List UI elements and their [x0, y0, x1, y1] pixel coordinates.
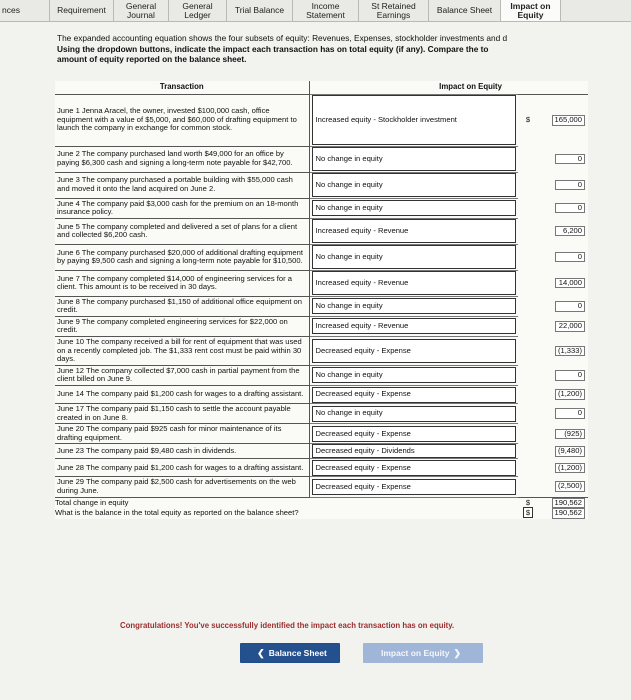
impact-cell [309, 146, 518, 172]
impact-dropdown-value: Decreased equity - Expense [315, 481, 411, 491]
dollar-sign-cell [518, 172, 538, 198]
dollar-sign-cell [518, 459, 538, 477]
impact-dropdown[interactable] [312, 426, 517, 442]
table-row [55, 146, 588, 172]
total-label: Total change in equity [55, 497, 518, 508]
dollar-sign-cell [518, 365, 538, 385]
balance-row [55, 508, 588, 519]
impact-dropdown-value: Decreased equity - Expense [315, 428, 411, 438]
impact-cell [309, 386, 518, 404]
impact-dropdown-value: Decreased equity - Dividends [315, 446, 415, 456]
table-row [55, 386, 588, 404]
amount-input[interactable]: 165,000 [552, 115, 585, 126]
dollar-sign-cell [518, 146, 538, 172]
total-row [55, 497, 588, 508]
dollar-sign-cell [518, 296, 538, 316]
transaction-cell: June 8 The company purchased $1,150 of additional office equipment on credit. [55, 296, 309, 316]
impact-dropdown[interactable] [312, 271, 517, 295]
balance-dollar-sign: $ [523, 507, 533, 518]
amount-cell [538, 244, 588, 270]
transaction-cell: June 6 The company purchased $20,000 of additional drafting equipment by paying $9,500 cash and signing a long-term note payable for $10,500. [55, 244, 309, 270]
total-dollar-sign: $ [518, 497, 538, 508]
tab-partial[interactable] [0, 0, 50, 21]
impact-dropdown[interactable] [312, 318, 517, 334]
impact-cell [309, 244, 518, 270]
impact-cell [309, 337, 518, 366]
balance-amount-input[interactable]: 190,562 [552, 508, 585, 519]
amount-input[interactable]: 14,000 [555, 278, 585, 289]
transaction-cell: June 14 The company paid $1,200 cash for wages to a drafting assistant. [55, 386, 309, 404]
impact-dropdown-value: Increased equity - Stockholder investment [315, 114, 457, 124]
impact-cell [309, 172, 518, 198]
tab-label: St Retained Earnings [371, 0, 416, 20]
instructions [57, 33, 631, 65]
table-row [55, 404, 588, 424]
amount-cell [538, 477, 588, 497]
impact-dropdown-value: No change in equity [315, 179, 383, 189]
transaction-cell: June 5 The company completed and delivered a set of plans for a client and collected $6,200 cash. [55, 218, 309, 244]
impact-dropdown-value: Decreased equity - Expense [315, 462, 411, 472]
impact-dropdown-value: No change in equity [315, 370, 383, 380]
impact-cell [309, 459, 518, 477]
impact-cell [309, 424, 518, 444]
dollar-sign-cell [518, 270, 538, 296]
column-header-impact: Impact on Equity [309, 81, 518, 94]
congratulations-message: Congratulations! You've successfully identified the impact each transaction has on equity. [120, 621, 455, 630]
impact-dropdown[interactable] [312, 298, 517, 314]
amount-input[interactable]: (2,500) [555, 481, 585, 492]
dollar-sign-cell [518, 477, 538, 497]
impact-dropdown[interactable] [312, 95, 517, 145]
impact-dropdown-value: No change in equity [315, 300, 383, 310]
impact-cell [309, 94, 518, 146]
amount-cell [538, 218, 588, 244]
amount-input[interactable]: (1,200) [555, 463, 585, 474]
amount-cell [538, 146, 588, 172]
column-header-blank [538, 81, 588, 94]
amount-input[interactable]: (9,480) [555, 446, 585, 457]
dollar-sign-cell [518, 198, 538, 218]
table-row [55, 337, 588, 366]
tab-label: Impact on Equity [510, 0, 551, 20]
tab-bar [0, 0, 631, 22]
impact-dropdown-value: Increased equity - Revenue [315, 277, 409, 287]
amount-cell [538, 459, 588, 477]
dollar-sign-cell [518, 316, 538, 336]
impact-cell [309, 198, 518, 218]
amount-cell [538, 365, 588, 385]
amount-input[interactable]: 0 [555, 408, 585, 419]
table-row [55, 424, 588, 444]
impact-dropdown[interactable] [312, 367, 517, 383]
tab-general-journal[interactable] [114, 0, 169, 21]
dollar-sign-cell [518, 244, 538, 270]
impact-dropdown[interactable] [312, 460, 517, 476]
balance-dollar-cell [518, 508, 538, 519]
amount-input[interactable]: 0 [555, 252, 585, 263]
tab-st-retained-earnings[interactable] [359, 0, 429, 21]
dollar-sign-cell [518, 424, 538, 444]
impact-dropdown[interactable] [312, 479, 517, 495]
tab-label: Income Statement [306, 0, 345, 20]
dollar-sign-cell [518, 218, 538, 244]
impact-cell [309, 404, 518, 424]
tab-balance-sheet[interactable] [429, 0, 501, 21]
impact-dropdown[interactable] [312, 173, 517, 197]
balance-sheet-button[interactable] [240, 643, 340, 663]
table-row [55, 296, 588, 316]
impact-dropdown-value: No change in equity [315, 202, 383, 212]
amount-cell [538, 296, 588, 316]
amount-input[interactable]: 0 [555, 203, 585, 214]
table-body [55, 94, 588, 497]
impact-dropdown[interactable] [312, 444, 517, 458]
chevron-right-icon: ❯ [453, 647, 462, 658]
transaction-cell: June 4 The company paid $3,000 cash for the premium on an 18-month insurance policy. [55, 198, 309, 218]
table-row [55, 218, 588, 244]
chevron-left-icon: ❮ [257, 647, 265, 658]
tab-general-ledger[interactable] [169, 0, 227, 21]
amount-input[interactable]: 0 [555, 370, 585, 381]
tab-impact-on-equity[interactable] [501, 0, 561, 21]
tab-label: General Journal [125, 0, 157, 20]
table-header-row [55, 81, 588, 94]
transaction-cell: June 20 The company paid $925 cash for minor maintenance of its drafting equipment. [55, 424, 309, 444]
impact-cell [309, 270, 518, 296]
column-header-transaction: Transaction [55, 81, 309, 94]
dollar-sign-cell [518, 337, 538, 366]
tab-trial-balance[interactable] [227, 0, 293, 21]
amount-cell [538, 404, 588, 424]
impact-dropdown[interactable] [312, 219, 517, 243]
amount-input[interactable]: 22,000 [555, 321, 585, 332]
tab-label: Trial Balance [234, 5, 285, 15]
amount-input[interactable]: 6,200 [555, 226, 585, 237]
instructions-line-1: The expanded accounting equation shows the four subsets of equity: Revenues, Expenses, stockholder investments and d [57, 33, 508, 43]
amount-input[interactable]: (925) [555, 429, 585, 440]
transaction-cell: June 23 The company paid $9,480 cash in dividends. [55, 444, 309, 459]
tab-income-statement[interactable] [293, 0, 359, 21]
amount-input[interactable]: 0 [555, 301, 585, 312]
impact-cell [309, 365, 518, 385]
table-row [55, 270, 588, 296]
dollar-sign-cell [518, 386, 538, 404]
instructions-line-3: amount of equity reported on the balance sheet. [57, 54, 247, 64]
amount-cell [538, 172, 588, 198]
impact-cell [309, 477, 518, 497]
impact-dropdown-value: No change in equity [315, 251, 383, 261]
balance-label: What is the balance in the total equity as reported on the balance sheet? [55, 508, 299, 518]
table-row [55, 316, 588, 336]
transaction-cell: June 29 The company paid $2,500 cash for advertisements on the web during June. [55, 477, 309, 497]
transaction-cell: June 2 The company purchased land worth $49,000 for an office by paying $6,300 cash and signing a long-term note payable for $42,700. [55, 146, 309, 172]
column-header-blank [518, 81, 538, 94]
total-amount-cell [538, 497, 588, 508]
dollar-sign-cell [518, 404, 538, 424]
table-row [55, 94, 588, 146]
impact-dropdown-value: Decreased equity - Expense [315, 345, 411, 355]
impact-dropdown[interactable] [312, 339, 517, 363]
transaction-cell: June 17 The company paid $1,150 cash to settle the account payable created in on June 8. [55, 404, 309, 424]
impact-dropdown-value: Increased equity - Revenue [315, 321, 409, 331]
transaction-cell: June 3 The company purchased a portable building with $55,000 cash and moved it onto the land acquired on June 2. [55, 172, 309, 198]
amount-cell [538, 270, 588, 296]
tab-label: nces [2, 5, 20, 15]
amount-cell [538, 386, 588, 404]
impact-cell [309, 218, 518, 244]
instructions-line-2: Using the dropdown buttons, indicate the impact each transaction has on total equity (if any). Compare the to [57, 43, 489, 54]
transaction-cell: June 28 The company paid $1,200 cash for wages to a drafting assistant. [55, 459, 309, 477]
tab-label: General Ledger [182, 0, 213, 20]
amount-input[interactable]: 0 [555, 180, 585, 191]
amount-cell [538, 198, 588, 218]
table-row [55, 444, 588, 459]
impact-dropdown-value: Increased equity - Revenue [315, 225, 409, 235]
impact-dropdown[interactable] [312, 200, 517, 216]
impact-cell [309, 296, 518, 316]
impact-cell [309, 444, 518, 459]
amount-cell [538, 94, 588, 146]
impact-dropdown[interactable] [312, 387, 517, 403]
amount-cell [538, 337, 588, 366]
impact-on-equity-button[interactable] [363, 643, 483, 663]
balance-sheet-button-label: Balance Sheet [268, 648, 327, 658]
transaction-cell: June 9 The company completed engineering services for $22,000 on credit. [55, 316, 309, 336]
impact-cell [309, 316, 518, 336]
amount-input[interactable]: (1,333) [555, 346, 585, 357]
balance-amount-cell [538, 508, 588, 519]
transaction-cell: June 10 The company received a bill for rent of equipment that was used on a recently completed job. The $1,333 rent cost must be paid within 30 days. [55, 337, 309, 366]
amount-cell [538, 424, 588, 444]
table-row [55, 459, 588, 477]
table-row [55, 365, 588, 385]
table-row [55, 477, 588, 497]
transaction-cell: June 1 Jenna Aracel, the owner, invested $100,000 cash, office equipment with a value of $5,000, and $60,000 of drafting equipment to launch the company in exchange for common stock. [55, 94, 309, 146]
impact-dropdown[interactable] [312, 147, 517, 171]
impact-dropdown[interactable] [312, 245, 517, 269]
dollar-sign-cell [518, 444, 538, 459]
table-row [55, 172, 588, 198]
impact-on-equity-button-label: Impact on Equity [380, 648, 450, 658]
impact-dropdown-value: Decreased equity - Expense [315, 389, 411, 399]
tab-label: Requirement [57, 5, 106, 15]
impact-on-equity-table [55, 81, 588, 519]
tab-requirement[interactable] [50, 0, 114, 21]
impact-dropdown-value: No change in equity [315, 408, 383, 418]
transaction-cell: June 12 The company collected $7,000 cash in partial payment from the client billed on June 9. [55, 365, 309, 385]
amount-input[interactable]: 0 [555, 154, 585, 165]
table-row [55, 198, 588, 218]
dollar-sign-cell: $ [525, 114, 531, 124]
amount-cell [538, 316, 588, 336]
table-row [55, 244, 588, 270]
impact-dropdown[interactable] [312, 406, 517, 422]
impact-dropdown-value: No change in equity [315, 153, 383, 163]
total-amount-input[interactable]: 190,562 [552, 498, 585, 509]
tab-label: Balance Sheet [436, 5, 493, 15]
amount-cell [538, 444, 588, 459]
amount-input[interactable]: (1,200) [555, 389, 585, 400]
transaction-cell: June 7 The company completed $14,000 of engineering services for a client. This amount is to be received in 30 days. [55, 270, 309, 296]
